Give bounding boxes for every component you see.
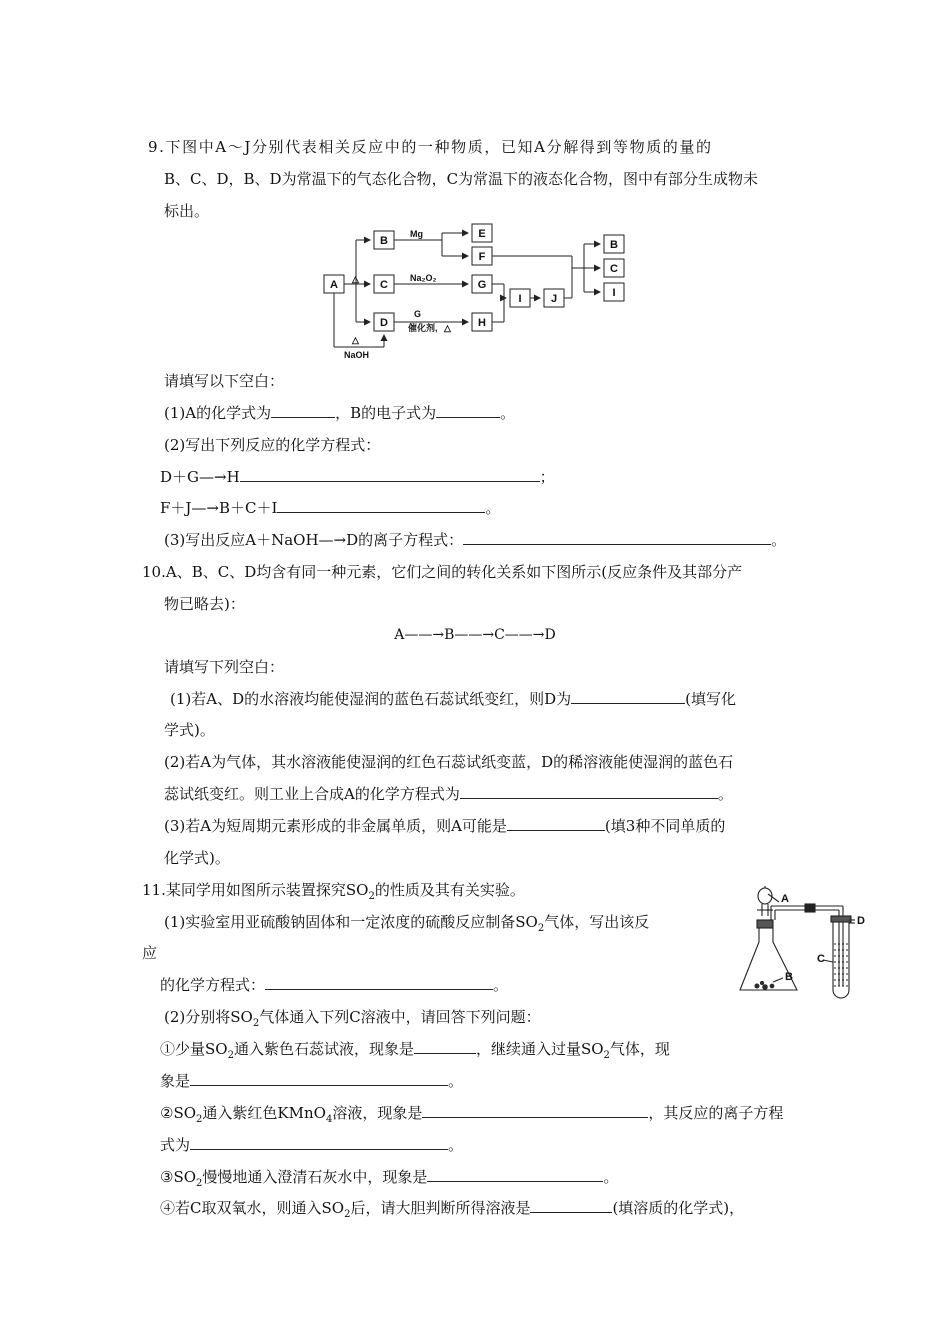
label-heat: △ bbox=[444, 323, 451, 333]
q11-sub1: ①少量$SO_2$通入紫色石蕊试液，现象是 ，继续通入过量$SO_2$气体，现 bbox=[160, 1040, 670, 1061]
label-j: J bbox=[550, 293, 558, 305]
answer-blank[interactable] bbox=[436, 403, 500, 418]
label-mg: Mg bbox=[410, 229, 423, 239]
q10-part1: (1)若A、D的水溶液均能使湿润的蓝色石蕊试纸变红，则D为 (填写化 bbox=[170, 690, 736, 708]
q10-line1: 10.A、B、C、D均含有同一种元素，它们之间的转化关系如下图所示(反应条件及其部分产 bbox=[142, 563, 743, 581]
label-g: G bbox=[477, 279, 487, 291]
so2-apparatus bbox=[735, 882, 880, 1000]
q11-part1-cont: 应 bbox=[142, 944, 158, 962]
q9-line2: B、C、D，B、D为常温下的气态化合物，C为常温下的液态化合物，图中有部分生成物未 bbox=[164, 170, 759, 188]
answer-blank[interactable] bbox=[422, 1103, 648, 1118]
answer-blank[interactable] bbox=[530, 1198, 612, 1213]
answer-blank[interactable] bbox=[460, 784, 718, 799]
q10-prompt: 请填写下列空白： bbox=[164, 658, 285, 676]
q10-part1-cont: 学式)。 bbox=[164, 721, 215, 739]
answer-blank[interactable] bbox=[240, 467, 540, 482]
answer-blank[interactable] bbox=[507, 816, 605, 831]
label-i: I bbox=[518, 293, 522, 305]
label-catalyst: 催化剂, bbox=[408, 323, 438, 333]
label-c: C bbox=[380, 279, 388, 291]
answer-blank[interactable] bbox=[190, 1071, 448, 1086]
q11-sub1-cont: 象是 。 bbox=[160, 1072, 464, 1090]
answer-blank[interactable] bbox=[571, 689, 685, 704]
q11-title: 11.某同学用如图所示装置探究$SO_2$的性质及其有关实验。 bbox=[142, 881, 525, 902]
label-g-reagent: G bbox=[414, 309, 422, 319]
q11-sub3: $③SO_2$慢慢地通入澄清石灰水中，现象是 。 bbox=[160, 1168, 619, 1189]
label-c-out: C bbox=[610, 263, 618, 275]
answer-blank[interactable] bbox=[414, 1039, 476, 1054]
answer-blank[interactable] bbox=[265, 975, 493, 990]
label-b-out: B bbox=[610, 239, 618, 251]
q11-part1: (1)实验室用亚硫酸钠固体和一定浓度的硫酸反应制备$SO_2$气体，写出该反 bbox=[164, 913, 650, 934]
q10-line2: 物已略去)： bbox=[164, 595, 245, 613]
q10-part3: (3)若A为短周期元素形成的非金属单质，则A可能是 (填3种不同单质的 bbox=[164, 817, 726, 835]
label-apparatus-b: B bbox=[785, 971, 793, 983]
label-apparatus-a: A bbox=[781, 893, 789, 905]
q9-eq1: D＋G—→H ； bbox=[160, 468, 555, 486]
q10-part2-cont: 蕊试纸变红。则工业上合成A的化学方程式为 。 bbox=[164, 785, 733, 803]
answer-blank[interactable] bbox=[190, 1135, 448, 1150]
q10-part3-cont: 化学式)。 bbox=[164, 849, 230, 867]
q9-eq2: F＋J—→B＋C＋I 。 bbox=[160, 499, 501, 517]
label-naoh: NaOH bbox=[344, 350, 370, 360]
q10-chain: A——→B——→C——→D bbox=[394, 627, 556, 643]
q10-part2: (2)若A为气体，其水溶液能使湿润的红色石蕊试纸变蓝，D的稀溶液能使湿润的蓝色石 bbox=[164, 753, 734, 771]
answer-blank[interactable] bbox=[271, 403, 335, 418]
label-heat-a: △ bbox=[352, 274, 359, 284]
label-d: D bbox=[380, 317, 388, 329]
label-na2o2: Na₂O₂ bbox=[410, 273, 437, 283]
label-h: H bbox=[478, 317, 486, 329]
label-heat-naoh: △ bbox=[352, 335, 359, 345]
q11-part2: (2)分别将$SO_2$气体通入下列C溶液中，请回答下列问题： bbox=[164, 1008, 541, 1029]
q9-part3: (3)写出反应A＋NaOH—→D的离子方程式： 。 bbox=[164, 531, 787, 549]
q11-sub2: $②SO_2$通入紫红色KMnO$_4$溶液，现象是 ，其反应的离子方程 bbox=[160, 1104, 784, 1125]
q11-part1-eq: 的化学方程式： 。 bbox=[160, 976, 509, 994]
label-apparatus-c: C bbox=[817, 953, 825, 965]
label-a: A bbox=[330, 279, 338, 291]
q9-part1: (1)A的化学式为 ，B的电子式为 。 bbox=[164, 404, 516, 422]
label-f: F bbox=[478, 251, 486, 263]
label-i-out: I bbox=[612, 287, 616, 299]
reaction-flow-diagram bbox=[318, 222, 638, 362]
q9-part2: (2)写出下列反应的化学方程式： bbox=[164, 436, 381, 454]
q11-sub2-cont: 式为 。 bbox=[160, 1136, 464, 1154]
label-b: B bbox=[380, 235, 388, 247]
q11-sub4: ④若C取双氧水，则通入$SO_2$后，请大胆判断所得溶液是 (填溶质的化学式)， bbox=[160, 1199, 745, 1220]
answer-blank[interactable] bbox=[277, 498, 485, 513]
q9-line3: 标出。 bbox=[164, 202, 210, 220]
label-e: E bbox=[478, 228, 486, 240]
answer-blank[interactable] bbox=[463, 530, 771, 545]
q9-prompt: 请填写以下空白： bbox=[164, 372, 285, 390]
q9-line1: 9.下图中A～J分别代表相关反应中的一种物质，已知A分解得到等物质的量的 bbox=[148, 138, 713, 156]
label-apparatus-d: D bbox=[857, 915, 865, 927]
answer-blank[interactable] bbox=[427, 1167, 603, 1182]
